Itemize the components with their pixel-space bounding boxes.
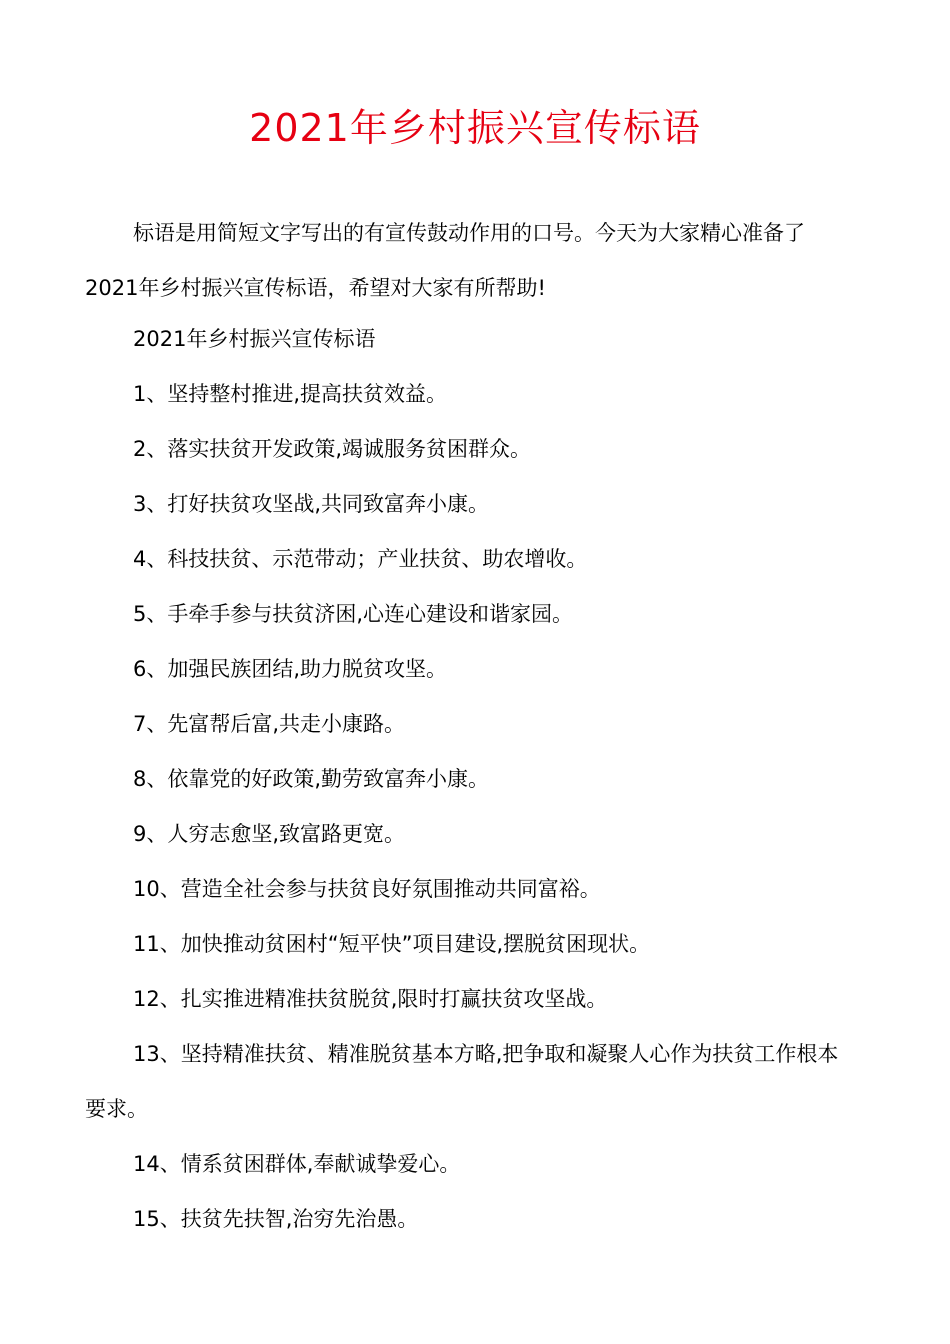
slogan-item: 10、营造全社会参与扶贫良好氛围推动共同富裕。 bbox=[133, 877, 601, 901]
slogan-item: 9、人穷志愈坚,致富路更宽。 bbox=[133, 822, 406, 846]
document-title: 2021年乡村振兴宣传标语 bbox=[249, 106, 701, 150]
slogan-item: 8、依靠党的好政策,勤劳致富奔小康。 bbox=[133, 767, 490, 791]
slogan-item: 7、先富帮后富,共走小康路。 bbox=[133, 712, 406, 736]
slogan-item: 13、坚持精准扶贫、精准脱贫基本方略,把争取和凝聚人心作为扶贫工作根本要求。 bbox=[85, 1042, 839, 1121]
slogan-item: 11、加快推动贫困村“短平快”项目建设,摆脱贫困现状。 bbox=[133, 932, 651, 956]
slogan-item: 12、扎实推进精准扶贫脱贫,限时打赢扶贫攻坚战。 bbox=[133, 987, 608, 1011]
slogan-item: 2、落实扶贫开发政策,竭诚服务贫困群众。 bbox=[133, 437, 532, 461]
slogan-item: 15、扶贫先扶智,治穷先治愚。 bbox=[133, 1207, 419, 1231]
slogan-item: 5、手牵手参与扶贫济困,心连心建设和谐家园。 bbox=[133, 602, 574, 626]
subheading: 2021年乡村振兴宣传标语 bbox=[133, 327, 376, 351]
intro-paragraph: 标语是用简短文字写出的有宣传鼓动作用的口号。今天为大家精心准备了2021年乡村振兴宣传标语，希望对大家有所帮助! bbox=[85, 221, 805, 300]
slogan-item: 1、坚持整村推进,提高扶贫效益。 bbox=[133, 382, 448, 406]
slogan-item: 3、打好扶贫攻坚战,共同致富奔小康。 bbox=[133, 492, 490, 516]
slogan-item: 14、情系贫困群体,奉献诚挚爱心。 bbox=[133, 1152, 461, 1176]
slogan-item: 4、科技扶贫、示范带动；产业扶贫、助农增收。 bbox=[133, 547, 588, 571]
slogan-item: 6、加强民族团结,助力脱贫攻坚。 bbox=[133, 657, 448, 681]
